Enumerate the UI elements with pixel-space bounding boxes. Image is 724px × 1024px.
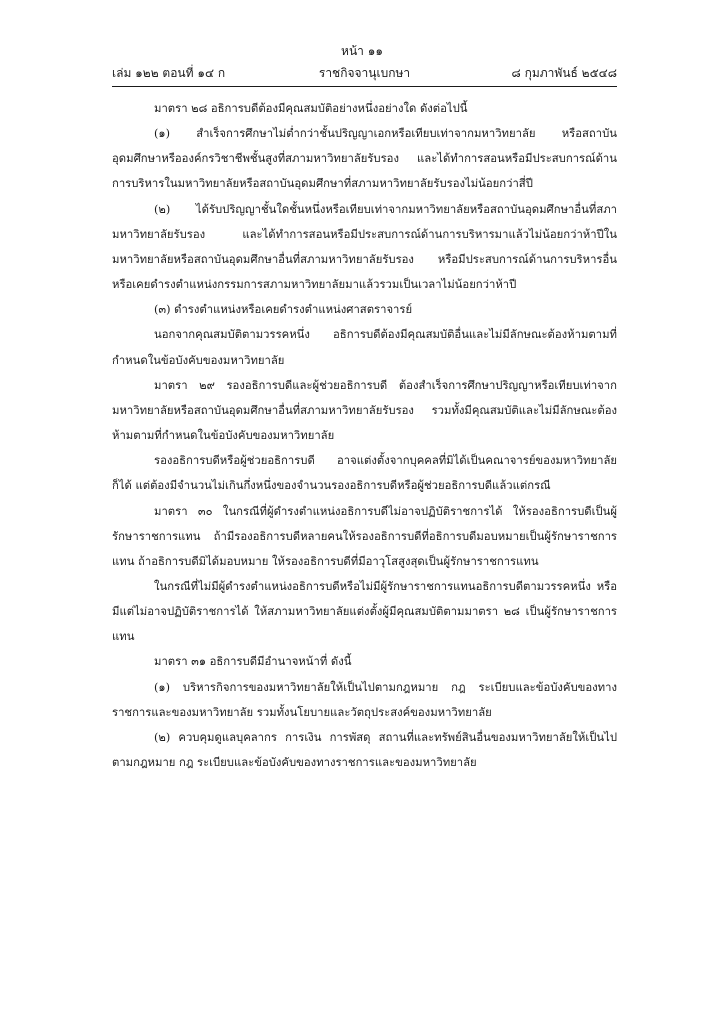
section-31-clause-2: (๒) ควบคุมดูแลบุคลากร การเงิน การพัสดุ สถานที่และทรัพย์สินอื่นของมหาวิทยาลัยให้เป็นไปตามกฎหมาย กฎ ระเบียบและข้อบังคับของทางราชการและของมหาวิทยาลัย xyxy=(112,730,617,770)
section-31-clause-1: (๑) บริหารกิจการของมหาวิทยาลัยให้เป็นไปตามกฎหมาย กฎ ระเบียบและข้อบังคับของทางราชการและของมหาวิทยาลัย รวมทั้งนโยบายและวัตถุประสงค์ของมหาวิทยาลัย xyxy=(112,680,617,719)
publication-date: ๘ กุมภาพันธ์ ๒๕๔๘ xyxy=(511,66,617,80)
section-28-clause-1: (๑) สำเร็จการศึกษาไม่ต่ำกว่าชั้นปริญญาเอกหรือเทียบเท่าจากมหาวิทยาลัย หรือสถาบันอุดมศึกษาหรือองค์กรวิชาชีพชั้นสูงที่สภามหาวิทยาลัยรับรอง และได้ทำการสอนหรือมีประสบการณ์ด้านการบริหารในมหาวิทยาลัยหรือสถาบันอุดมศึกษาที่สภามหาวิทยาลัยรับรองไม่น้อยกว่าสี่ปี xyxy=(112,127,617,191)
page-number: หน้า ๑๑ xyxy=(341,44,383,58)
section-30-paragraph-2: ในกรณีที่ไม่มีผู้ดำรงตำแหน่งอธิการบดีหรือไม่มีผู้รักษาราชการแทนอธิการบดีตามวรรคหนึ่ง หรือมีแต่ไม่อาจปฏิบัติราชการได้ ให้สภามหาวิทยาลัยแต่งตั้งผู้มีคุณสมบัติตามมาตรา ๒๘ เป็นผู้รักษาราชการแทน xyxy=(112,579,617,644)
header-divider xyxy=(112,86,617,87)
volume-issue: เล่ม ๑๒๒ ตอนที่ ๑๔ ก xyxy=(112,66,226,80)
gazette-name: ราชกิจจานุเบกษา xyxy=(318,66,411,80)
section-28-clause-2: (๒) ได้รับปริญญาชั้นใดชั้นหนึ่งหรือเทียบเท่าจากมหาวิทยาลัยหรือสถาบันอุดมศึกษาอื่นที่สภามหาวิทยาลัยรับรอง และได้ทำการสอนหรือมีประสบการณ์ด้านการบริหารมาแล้วไม่น้อยกว่าห้าปีในมหาวิทยาลัยหรือสถาบันอุดมศึกษาอื่นที่สภามหาวิทยาลัยรับรอง หรือมีประสบการณ์ด้านการบริหารอื่น หรือเคยดำรงตำแหน่งกรรมการสภามหาวิทยาลัยมาแล้วรวมเป็นเวลาไม่น้อยกว่าห้าปี xyxy=(112,202,617,292)
section-28-clause-3: (๓) ดำรงตำแหน่งหรือเคยดำรงตำแหน่งศาสตราจารย์ xyxy=(154,303,413,317)
section-28-heading: มาตรา ๒๘ อธิการบดีต้องมีคุณสมบัติอย่างหนึ่งอย่างใด ดังต่อไปนี้ xyxy=(154,102,468,115)
document-body xyxy=(112,96,617,775)
section-29-paragraph-2: รองอธิการบดีหรือผู้ช่วยอธิการบดี อาจแต่งตั้งจากบุคคลที่มิได้เป็นคณาจารย์ของมหาวิทยาลัยก็ได้ แต่ต้องมีจำนวนไม่เกินกึ่งหนึ่งของจำนวนรองอธิการบดีหรือผู้ช่วยอธิการบดีแล้วแต่กรณี xyxy=(112,454,617,493)
section-29: มาตรา ๒๙ รองอธิการบดีและผู้ช่วยอธิการบดี ต้องสำเร็จการศึกษาปริญญาหรือเทียบเท่าจากมหาวิทยาลัยหรือสถาบันอุดมศึกษาอื่นที่สภามหาวิทยาลัยรับรอง รวมทั้งมีคุณสมบัติและไม่มีลักษณะต้องห้ามตามที่กำหนดในข้อบังคับของมหาวิทยาลัย xyxy=(112,378,617,443)
running-header xyxy=(112,64,617,82)
section-28-paragraph-2: นอกจากคุณสมบัติตามวรรคหนึ่ง อธิการบดีต้องมีคุณสมบัติอื่นและไม่มีลักษณะต้องห้ามตามที่กำหนดในข้อบังคับของมหาวิทยาลัย xyxy=(112,328,617,367)
section-31-heading: มาตรา ๓๑ อธิการบดีมีอำนาจหน้าที่ ดังนี้ xyxy=(154,655,352,669)
section-30: มาตรา ๓๐ ในกรณีที่ผู้ดำรงตำแหน่งอธิการบดีไม่อาจปฏิบัติราชการได้ ให้รองอธิการบดีเป็นผู้รักษาราชการแทน ถ้ามีรองอธิการบดีหลายคนให้รองอธิการบดีที่อธิการบดีมอบหมายเป็นผู้รักษาราชการแทน ถ้าอธิการบดีมิได้มอบหมาย ให้รองอธิการบดีที่มีอาวุโสสูงสุดเป็นผู้รักษาราชการแทน xyxy=(112,504,617,568)
